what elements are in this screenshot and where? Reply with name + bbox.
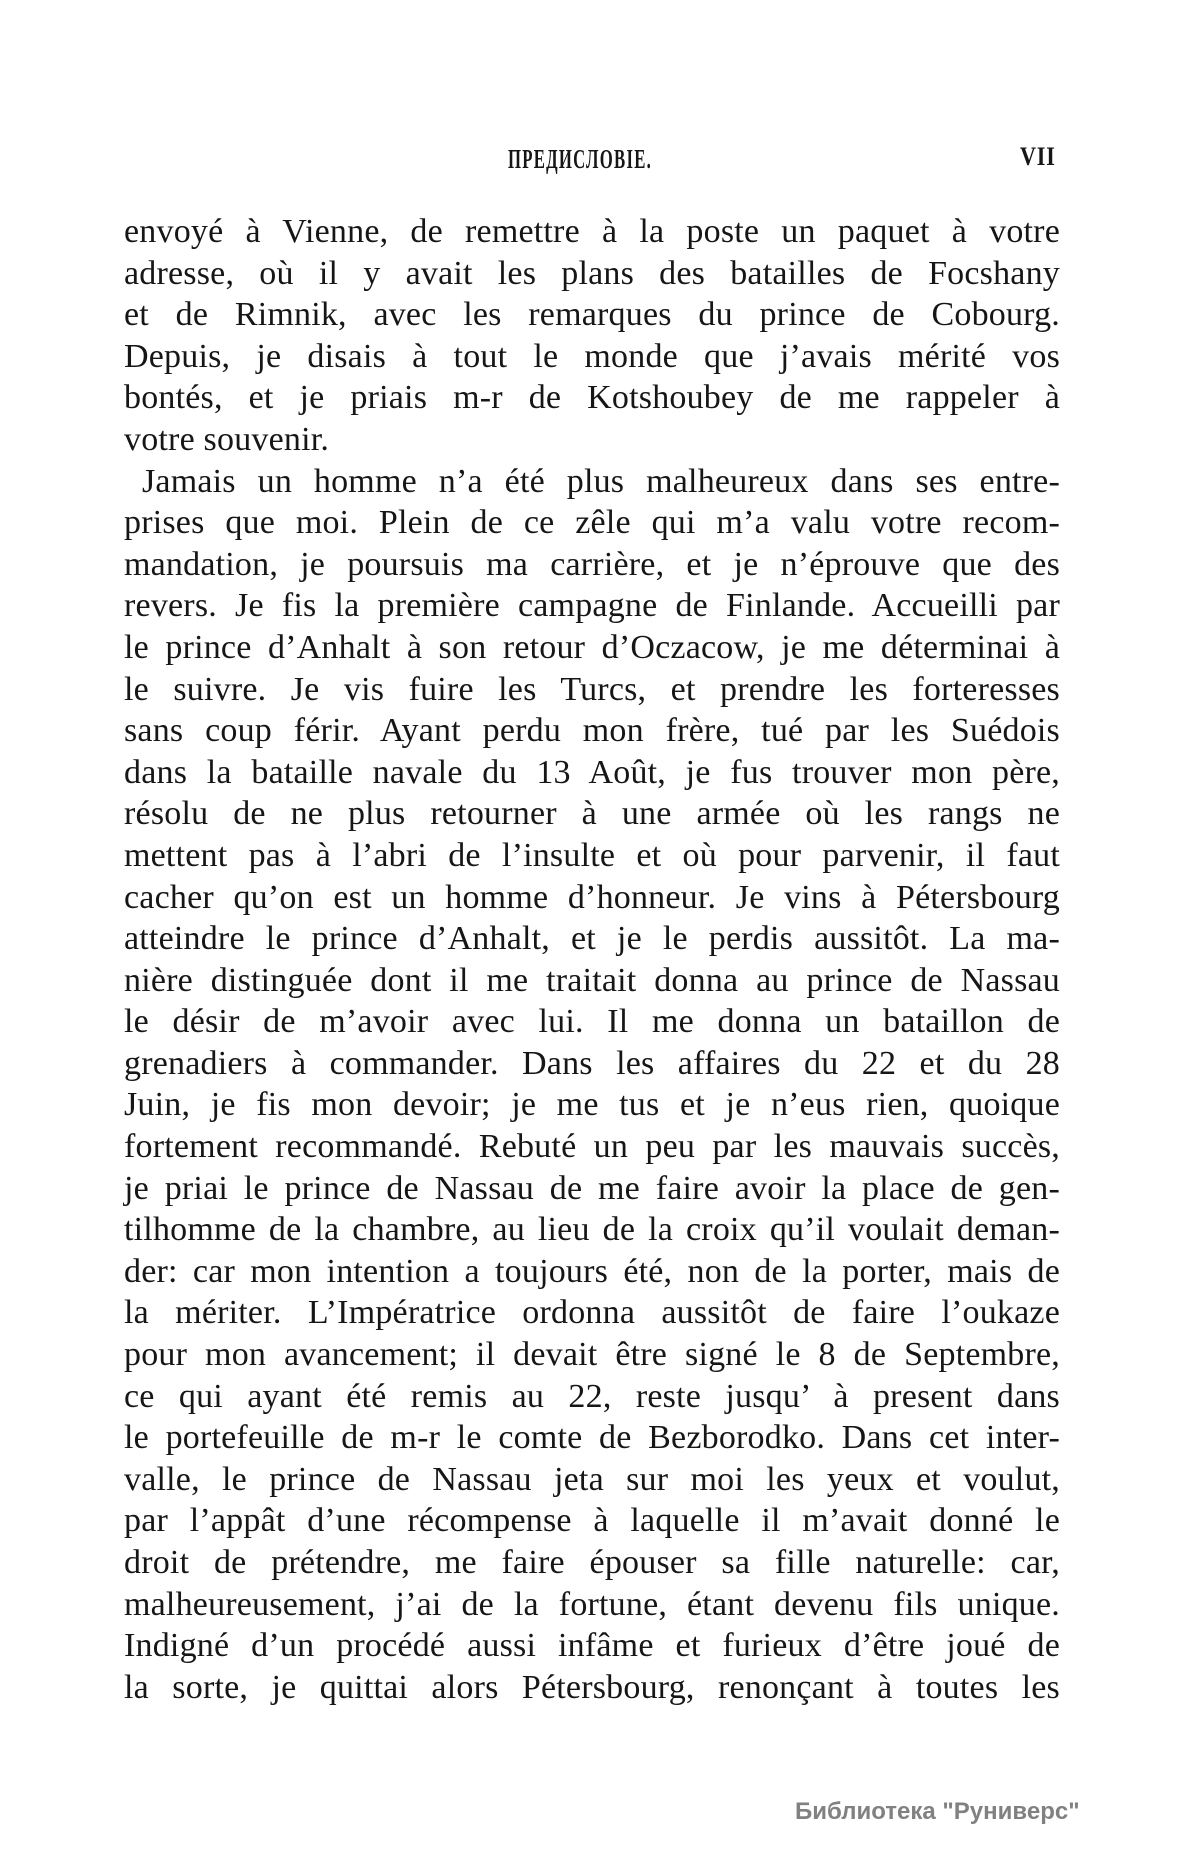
library-watermark: Библиотека "Руниверс" — [795, 1798, 1080, 1825]
text-line: et de Rimnik, avec les remarques du prince de Cobourg. — [124, 296, 1060, 334]
text-line: le prince d’Anhalt à son retour d’Oczacow, je me déterminai à — [124, 628, 1060, 666]
text-line: par l’appât d’une récompense à laquelle il m’avait donné le — [124, 1502, 1060, 1540]
text-line: le portefeuille de m-r le comte de Bezborodko. Dans cet inter- — [124, 1419, 1060, 1457]
text-line: dans la bataille navale du 13 Août, je fus trouver mon père, — [124, 753, 1060, 791]
text-line: ce qui ayant été remis au 22, reste jusqu’ à present dans — [124, 1377, 1060, 1415]
text-line: droit de prétendre, me faire épouser sa fille naturelle: car, — [124, 1544, 1060, 1581]
text-line: fortement recommandé. Rebuté un peu par les mauvais succès, — [124, 1128, 1060, 1166]
text-line: cacher qu’on est un homme d’honneur. Je vins à Pétersbourg — [124, 878, 1060, 916]
text-line: revers. Je fis la première campagne de Finlande. Accueilli par — [124, 587, 1060, 625]
running-title: ПРЕДИСЛОВІЕ. — [508, 144, 653, 174]
text-line: adresse, où il y avait les plans des batailles de Focshany — [124, 254, 1060, 292]
text-line: votre souvenir. — [124, 420, 330, 458]
text-line: Indigné d’un procédé aussi infâme et furieux d’être joué de — [124, 1627, 1060, 1665]
text-line: prises que moi. Plein de ce zêle qui m’a valu votre recom- — [124, 504, 1060, 542]
text-line: nière distinguée dont il me traitait donna au prince de Nassau — [124, 961, 1060, 999]
text-line: der: car mon intention a toujours été, non de la porter, mais de — [124, 1252, 1060, 1290]
body-text — [124, 211, 1060, 1708]
text-line: mettent pas à l’abri de l’insulte et où pour parvenir, il faut — [124, 836, 1060, 874]
text-line: Jamais un homme n’a été plus malheureux dans ses entre- — [142, 462, 1060, 500]
text-line: pour mon avancement; il devait être signé le 8 de Septembre, — [124, 1336, 1060, 1374]
text-line: je priai le prince de Nassau de me faire avoir la place de gen- — [124, 1169, 1060, 1207]
text-line: bontés, et je priais m-r de Kotshoubey de me rappeler à — [124, 379, 1060, 417]
text-line: la sorte, je quittai alors Pétersbourg, renonçant à toutes les — [124, 1668, 1060, 1706]
text-line: le suivre. Je vis fuire les Turcs, et prendre les forteresses — [124, 670, 1060, 708]
text-line: sans coup férir. Ayant perdu mon frère, tué par les Suédois — [124, 712, 1060, 750]
text-line: malheureusement, j’ai de la fortune, étant devenu fils unique. — [124, 1585, 1060, 1623]
text-line: tilhomme de la chambre, au lieu de la croix qu’il voulait deman- — [124, 1211, 1060, 1249]
text-line: mandation, je poursuis ma carrière, et je n’éprouve que des — [124, 545, 1060, 583]
text-line: envoyé à Vienne, de remettre à la poste un paquet à votre — [124, 213, 1060, 250]
text-line: grenadiers à commander. Dans les affaires du 22 et du 28 — [124, 1044, 1060, 1082]
text-line: atteindre le prince d’Anhalt, et je le perdis aussitôt. La ma- — [124, 920, 1060, 958]
text-line: valle, le prince de Nassau jeta sur moi les yeux et voulut, — [124, 1460, 1060, 1498]
text-line: la mériter. L’Impératrice ordonna aussitôt de faire l’oukaze — [124, 1294, 1060, 1332]
page-number: VII — [1020, 142, 1056, 171]
text-line: Juin, je fis mon devoir; je me tus et je n’eus rien, quoique — [124, 1086, 1060, 1124]
text-line: résolu de ne plus retourner à une armée où les rangs ne — [124, 795, 1060, 833]
text-line: Depuis, je disais à tout le monde que j’avais mérité vos — [124, 337, 1060, 375]
text-line: le désir de m’avoir avec lui. Il me donna un bataillon de — [124, 1003, 1060, 1041]
